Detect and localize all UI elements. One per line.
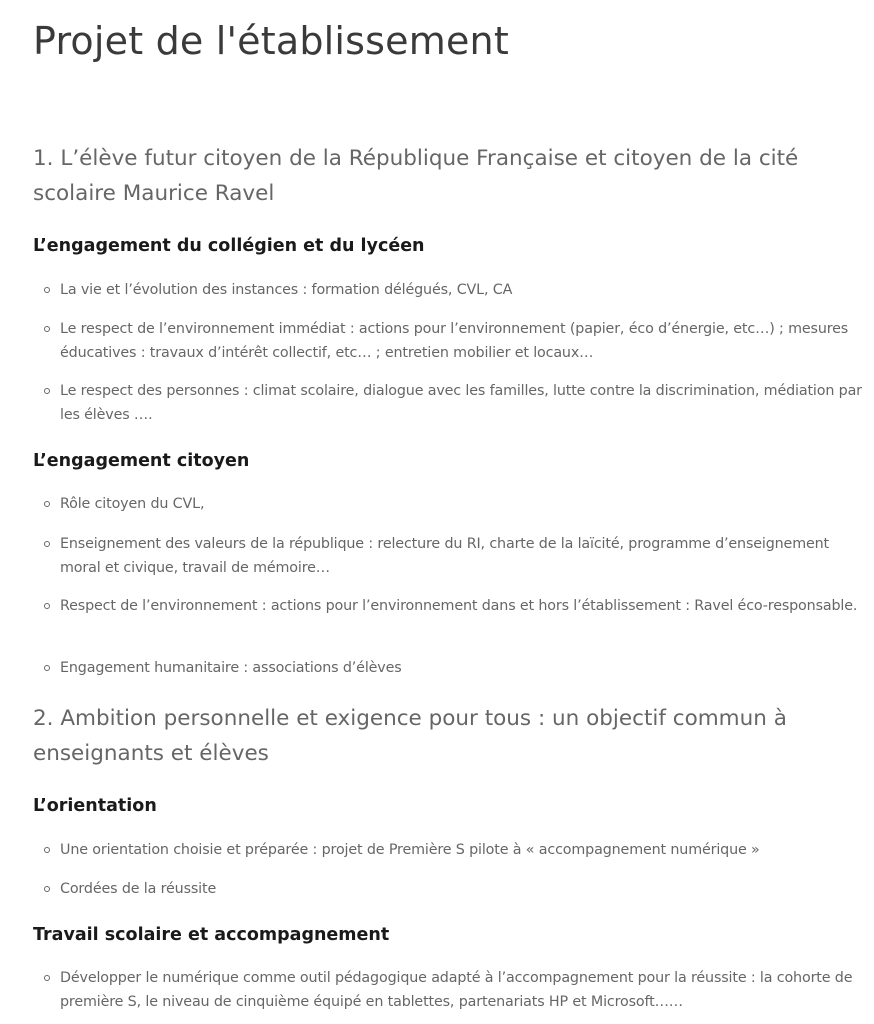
list-item [60, 966, 865, 1014]
list-item-text: Une orientation choisie et préparée : projet de Première S pilote à « accompagnement numérique » [60, 842, 760, 858]
list-item [60, 532, 865, 580]
bullet-circle-icon [44, 326, 50, 332]
bullet-circle-icon [44, 501, 50, 507]
list-item-text: Engagement humanitaire : associations d’élèves [60, 660, 402, 676]
list-item-text: Rôle citoyen du CVL, [60, 496, 205, 512]
bullet-circle-icon [44, 847, 50, 853]
list-item [60, 278, 865, 302]
bullet-circle-icon [44, 541, 50, 547]
list-item [60, 492, 865, 516]
bullet-circle-icon [44, 975, 50, 981]
subsection-heading-orientation: L’orientation [33, 796, 157, 816]
subsection-heading-engagement-collegien-lyceen: L’engagement du collégien et du lycéen [33, 236, 425, 256]
list-item-text: Cordées de la réussite [60, 881, 217, 897]
list-item [60, 594, 865, 618]
list-item-text: Enseignement des valeurs de la république : relecture du RI, charte de la laïcité, programme d’enseignement moral et civique, travail de mémoire… [60, 536, 829, 576]
bullet-circle-icon [44, 886, 50, 892]
bullet-circle-icon [44, 287, 50, 293]
list-item [60, 317, 865, 365]
list-item [60, 838, 865, 862]
list-item [60, 379, 865, 427]
list-item-text: Développer le numérique comme outil pédagogique adapté à l’accompagnement pour la réussite : la cohorte de première S, le niveau de cinquième équipé en tablettes, partenariats HP et Microsoft…… [60, 970, 853, 1010]
list-item-text: Le respect des personnes : climat scolaire, dialogue avec les familles, lutte contre la discrimination, médiation par les élèves …. [60, 383, 862, 423]
page-title: Projet de l'établissement [33, 19, 509, 63]
list-item [60, 656, 865, 680]
list-item-text: Le respect de l’environnement immédiat : actions pour l’environnement (papier, éco d’énergie, etc…) ; mesures éducatives : travaux d’intérêt collectif, etc… ; entretien mobilier et locaux… [60, 321, 849, 361]
bullet-circle-icon [44, 665, 50, 671]
bullet-circle-icon [44, 603, 50, 609]
section-heading-2: 2. Ambition personnelle et exigence pour tous : un objectif commun à enseignants et élèves [33, 706, 787, 766]
bullet-circle-icon [44, 388, 50, 394]
subsection-heading-travail-scolaire: Travail scolaire et accompagnement [33, 925, 390, 945]
list-item-text: Respect de l’environnement : actions pour l’environnement dans et hors l’établissement : Ravel éco-responsable. [60, 598, 858, 614]
list-item-text: La vie et l’évolution des instances : formation délégués, CVL, CA [60, 282, 513, 298]
section-heading-1: 1. L’élève futur citoyen de la République Française et citoyen de la cité scolaire Maurice Ravel [33, 146, 799, 206]
subsection-heading-engagement-citoyen: L’engagement citoyen [33, 451, 250, 471]
list-item [60, 877, 865, 901]
